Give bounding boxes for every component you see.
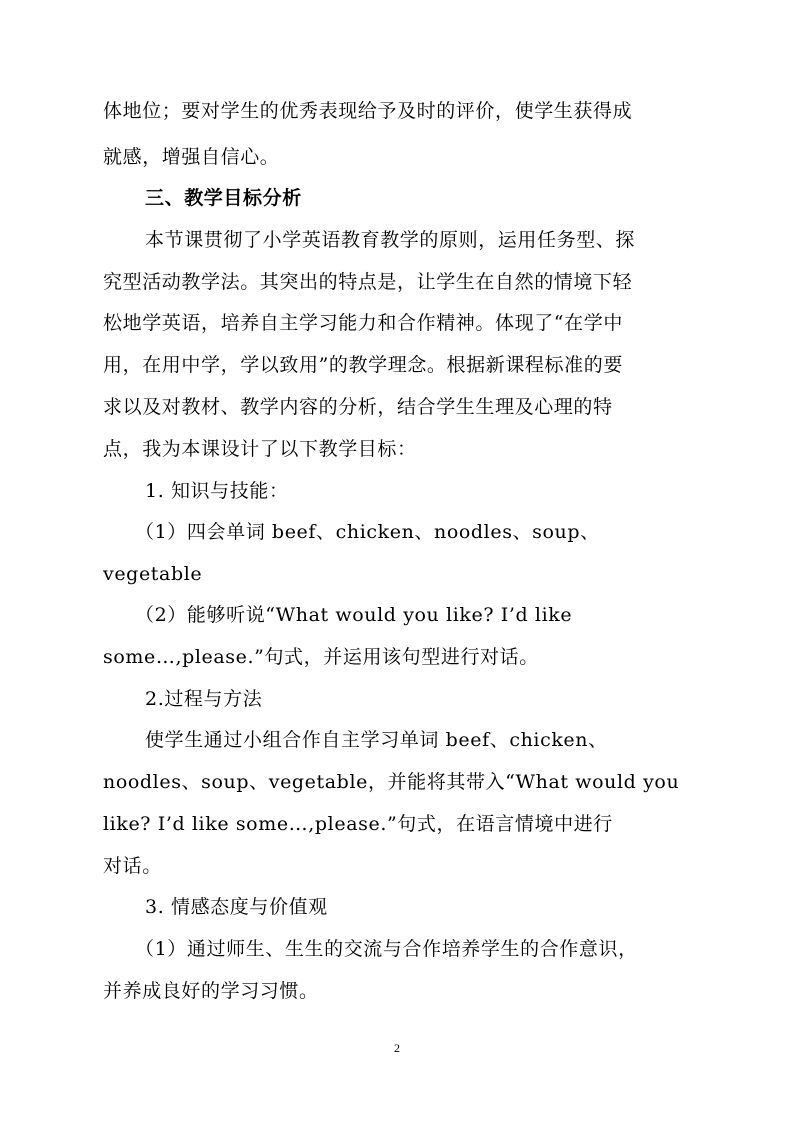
paragraph-line: 求以及对教材、教学内容的分析，结合学生生理及心理的特 [103,396,613,418]
paragraph-line: like? I’d like some…,please.”句式，在语言情境中进行 [103,813,613,835]
list-item: （1）通过师生、生生的交流与合作培养学生的合作意识， [135,938,638,960]
paragraph-line: 松地学英语，培养自主学习能力和合作精神。体现了“在学中 [103,312,623,334]
list-item: （1）四会单词 beef、chicken、noodles、soup、 [135,521,600,543]
list-item: （2）能够听说“What would you like? I’d like [135,604,573,626]
list-heading: 3. 情感态度与价值观 [145,896,328,918]
page-number: 2 [394,1041,400,1055]
list-item-continuation: 并养成良好的学习习惯。 [103,980,319,1002]
paragraph-line: 对话。 [103,855,162,877]
paragraph-line: 用，在用中学，学以致用”的教学理念。根据新课程标准的要 [103,354,623,376]
list-heading: 2.过程与方法 [145,688,263,710]
list-item-continuation: vegetable [103,563,203,585]
paragraph-line: 究型活动教学法。其突出的特点是，让学生在自然的情境下轻 [103,271,633,293]
paragraph-line: 本节课贯彻了小学英语教育教学的原则，运用任务型、探 [145,229,636,251]
paragraph-line: 点，我为本课设计了以下教学目标： [103,438,417,460]
paragraph-line: noodles、soup、vegetable，并能将其带入“What would you [103,771,680,793]
section-heading: 三、教学目标分析 [145,187,302,209]
list-heading: 1. 知识与技能： [145,480,289,502]
paragraph-line: 使学生通过小组合作自主学习单词 beef、chicken、 [145,729,608,751]
list-item-continuation: some…,please.”句式，并运用该句型进行对话。 [103,646,539,668]
paragraph-line: 就感，增强自信心。 [103,146,280,168]
paragraph-line: 体地位；要对学生的优秀表现给予及时的评价，使学生获得成 [103,100,633,122]
